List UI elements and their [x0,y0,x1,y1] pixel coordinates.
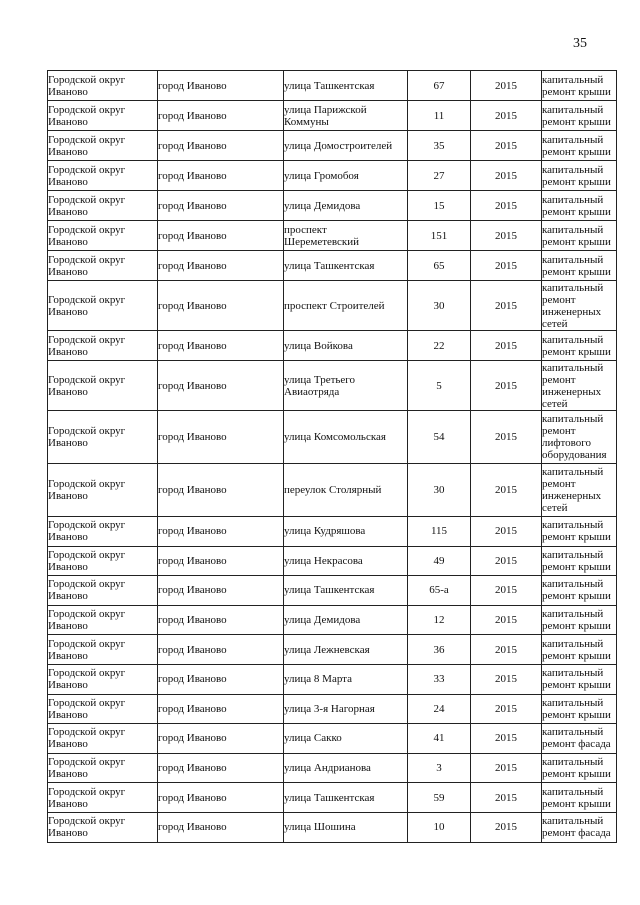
cell-work-type: капитальный ремонт крыши [542,635,617,665]
table-row [48,361,617,411]
cell-work-type: капитальный ремонт крыши [542,331,617,361]
table-row [48,664,617,694]
cell-work-type: капитальный ремонт фасада [542,724,617,754]
cell-municipality: Городской округ Иваново [48,464,158,517]
cell-city: город Иваново [158,131,284,161]
cell-city: город Иваново [158,783,284,813]
cell-work-type: капитальный ремонт крыши [542,576,617,606]
table-row [48,221,617,251]
cell-work-type: капитальный ремонт фасада [542,812,617,842]
cell-municipality: Городской округ Иваново [48,783,158,813]
cell-work-type: капитальный ремонт крыши [542,71,617,101]
cell-work-type: капитальный ремонт крыши [542,221,617,251]
cell-work-type: капитальный ремонт крыши [542,131,617,161]
cell-house-number: 115 [408,517,471,547]
cell-work-type: капитальный ремонт крыши [542,161,617,191]
cell-work-type: капитальный ремонт крыши [542,694,617,724]
cell-city: город Иваново [158,546,284,576]
cell-house-number: 67 [408,71,471,101]
cell-house-number: 24 [408,694,471,724]
cell-municipality: Городской округ Иваново [48,281,158,331]
cell-city: город Иваново [158,724,284,754]
cell-street: улица Ташкентская [284,576,408,606]
cell-street: улица Ташкентская [284,251,408,281]
table-row [48,191,617,221]
cell-municipality: Городской округ Иваново [48,664,158,694]
cell-work-type: капитальный ремонт инженерных сетей [542,361,617,411]
cell-work-type: капитальный ремонт крыши [542,664,617,694]
cell-municipality: Городской округ Иваново [48,724,158,754]
cell-street: улица Демидова [284,605,408,635]
table-row [48,411,617,464]
table-row [48,635,617,665]
cell-city: город Иваново [158,635,284,665]
cell-municipality: Городской округ Иваново [48,576,158,606]
cell-municipality: Городской округ Иваново [48,161,158,191]
cell-city: город Иваново [158,361,284,411]
cell-year: 2015 [471,361,542,411]
cell-year: 2015 [471,812,542,842]
cell-year: 2015 [471,101,542,131]
cell-year: 2015 [471,131,542,161]
cell-city: город Иваново [158,331,284,361]
cell-year: 2015 [471,635,542,665]
cell-house-number: 22 [408,331,471,361]
table-row [48,812,617,842]
cell-house-number: 151 [408,221,471,251]
cell-year: 2015 [471,724,542,754]
cell-house-number: 49 [408,546,471,576]
cell-house-number: 3 [408,753,471,783]
cell-city: город Иваново [158,191,284,221]
cell-work-type: капитальный ремонт инженерных сетей [542,464,617,517]
cell-work-type: капитальный ремонт крыши [542,191,617,221]
cell-house-number: 30 [408,281,471,331]
cell-municipality: Городской округ Иваново [48,251,158,281]
cell-street: улица Громобоя [284,161,408,191]
table-row [48,605,617,635]
cell-house-number: 65-а [408,576,471,606]
cell-city: город Иваново [158,161,284,191]
table-row [48,546,617,576]
table-row [48,161,617,191]
page-number: 35 [573,36,587,51]
cell-street: улица Комсомольская [284,411,408,464]
table-row [48,251,617,281]
table-body [48,71,617,843]
cell-city: город Иваново [158,605,284,635]
table-row [48,71,617,101]
cell-house-number: 11 [408,101,471,131]
cell-year: 2015 [471,694,542,724]
cell-street: улица Ташкентская [284,71,408,101]
cell-year: 2015 [471,517,542,547]
cell-municipality: Городской округ Иваново [48,71,158,101]
cell-work-type: капитальный ремонт крыши [542,546,617,576]
cell-street: улица 3-я Нагорная [284,694,408,724]
cell-house-number: 36 [408,635,471,665]
cell-year: 2015 [471,411,542,464]
table-row [48,576,617,606]
cell-work-type: капитальный ремонт лифтового оборудования [542,411,617,464]
cell-city: город Иваново [158,251,284,281]
cell-street: проспект Строителей [284,281,408,331]
cell-year: 2015 [471,546,542,576]
table-row [48,101,617,131]
cell-year: 2015 [471,161,542,191]
cell-street: улица Войкова [284,331,408,361]
cell-street: улица Некрасова [284,546,408,576]
table-row [48,753,617,783]
cell-house-number: 41 [408,724,471,754]
cell-city: город Иваново [158,664,284,694]
cell-city: город Иваново [158,812,284,842]
cell-year: 2015 [471,71,542,101]
table-row [48,724,617,754]
cell-street: улица Кудряшова [284,517,408,547]
cell-city: город Иваново [158,694,284,724]
cell-house-number: 54 [408,411,471,464]
cell-municipality: Городской округ Иваново [48,411,158,464]
cell-year: 2015 [471,281,542,331]
repair-schedule-table [47,70,617,843]
cell-city: город Иваново [158,753,284,783]
cell-house-number: 30 [408,464,471,517]
cell-year: 2015 [471,605,542,635]
cell-street: проспект Шереметевский [284,221,408,251]
cell-year: 2015 [471,191,542,221]
cell-municipality: Городской округ Иваново [48,635,158,665]
cell-street: улица Андрианова [284,753,408,783]
cell-year: 2015 [471,464,542,517]
table-row [48,281,617,331]
cell-work-type: капитальный ремонт крыши [542,605,617,635]
cell-work-type: капитальный ремонт крыши [542,753,617,783]
cell-city: город Иваново [158,71,284,101]
cell-municipality: Городской округ Иваново [48,517,158,547]
cell-house-number: 59 [408,783,471,813]
cell-city: город Иваново [158,576,284,606]
cell-municipality: Городской округ Иваново [48,101,158,131]
cell-work-type: капитальный ремонт инженерных сетей [542,281,617,331]
cell-year: 2015 [471,251,542,281]
cell-municipality: Городской округ Иваново [48,131,158,161]
cell-house-number: 12 [408,605,471,635]
cell-municipality: Городской округ Иваново [48,546,158,576]
table-row [48,331,617,361]
cell-municipality: Городской округ Иваново [48,605,158,635]
cell-house-number: 33 [408,664,471,694]
cell-city: город Иваново [158,411,284,464]
cell-municipality: Городской округ Иваново [48,812,158,842]
cell-street: улица Лежневская [284,635,408,665]
cell-city: город Иваново [158,517,284,547]
cell-house-number: 27 [408,161,471,191]
cell-year: 2015 [471,221,542,251]
cell-city: город Иваново [158,101,284,131]
table-row [48,694,617,724]
cell-municipality: Городской округ Иваново [48,694,158,724]
cell-work-type: капитальный ремонт крыши [542,251,617,281]
table-row [48,464,617,517]
cell-year: 2015 [471,753,542,783]
cell-street: улица Сакко [284,724,408,754]
cell-municipality: Городской округ Иваново [48,361,158,411]
cell-year: 2015 [471,331,542,361]
cell-city: город Иваново [158,281,284,331]
cell-year: 2015 [471,664,542,694]
cell-street: переулок Столярный [284,464,408,517]
cell-city: город Иваново [158,464,284,517]
cell-work-type: капитальный ремонт крыши [542,101,617,131]
cell-year: 2015 [471,576,542,606]
cell-work-type: капитальный ремонт крыши [542,517,617,547]
cell-municipality: Городской округ Иваново [48,331,158,361]
table-row [48,783,617,813]
table-row [48,517,617,547]
cell-street: улица Домостроителей [284,131,408,161]
cell-street: улица Парижской Коммуны [284,101,408,131]
cell-street: улица Третьего Авиаотряда [284,361,408,411]
cell-street: улица Шошина [284,812,408,842]
cell-city: город Иваново [158,221,284,251]
cell-work-type: капитальный ремонт крыши [542,783,617,813]
cell-municipality: Городской округ Иваново [48,753,158,783]
cell-municipality: Городской округ Иваново [48,221,158,251]
cell-street: улица Демидова [284,191,408,221]
cell-house-number: 10 [408,812,471,842]
cell-year: 2015 [471,783,542,813]
cell-municipality: Городской округ Иваново [48,191,158,221]
cell-house-number: 15 [408,191,471,221]
cell-house-number: 5 [408,361,471,411]
cell-street: улица Ташкентская [284,783,408,813]
cell-street: улица 8 Марта [284,664,408,694]
cell-house-number: 35 [408,131,471,161]
cell-house-number: 65 [408,251,471,281]
table-row [48,131,617,161]
